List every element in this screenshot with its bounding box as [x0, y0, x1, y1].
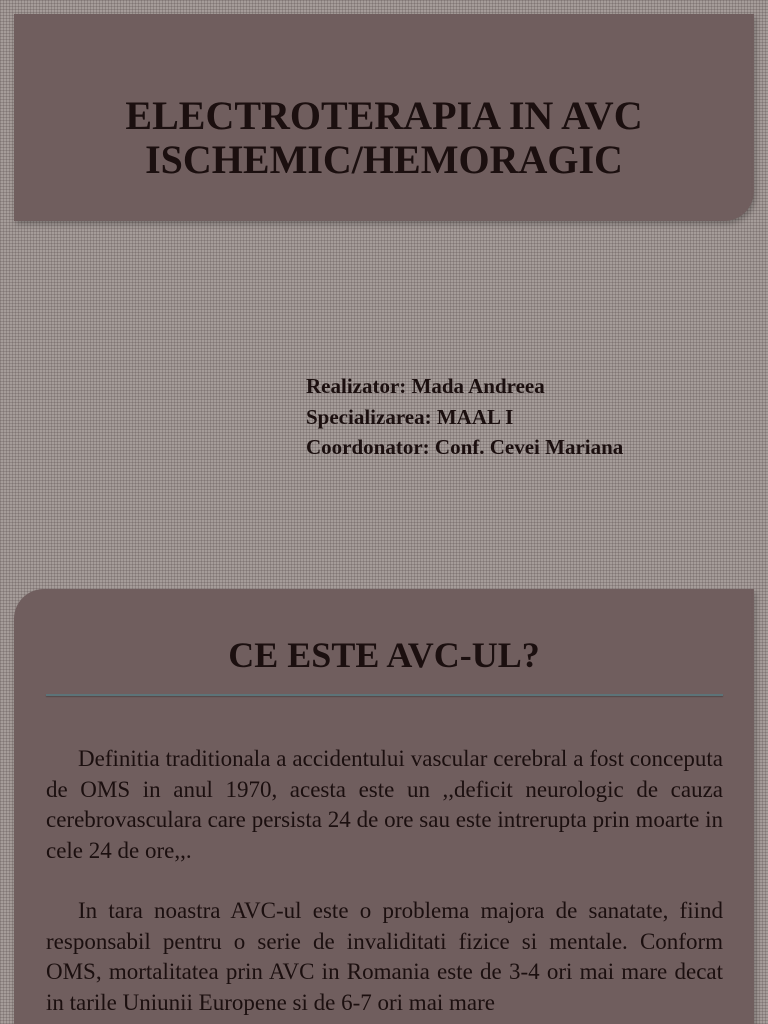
heading-divider [46, 694, 723, 696]
paragraph-definition: Definitia traditionala a accidentului vascular cerebral a fost conceputa de OMS in anul 1970, acesta este un ,,deficit neurologic de cauza cerebrovasculara care persista 24 de ore sau este intrerupta prin moarte in cele 24 de ore,,. [46, 746, 723, 863]
section-heading: CE ESTE AVC-UL? [228, 635, 540, 675]
slide-title-line-2: ISCHEMIC/HEMORAGIC [145, 137, 623, 182]
body-text [46, 744, 723, 1024]
paragraph-romania: In tara noastra AVC-ul este o problema majora de sanatate, fiind responsabil pentru o serie de invaliditati fizice si mentale. Conform OMS, mortalitatea prin AVC in Romania este de 3-4 ori mai mare decat in tarile Uniunii Europene si de 6-7 ori mai mare [46, 898, 723, 1015]
credit-author: Realizator: Mada Andreea [306, 374, 545, 398]
content-panel [14, 589, 754, 1024]
credit-specialization: Specializarea: MAAL I [306, 404, 514, 429]
credit-coordinator: Coordonator: Conf. Cevei Mariana [306, 435, 624, 459]
content-slide [0, 589, 768, 1024]
credits-block [306, 371, 623, 463]
slide-title [14, 94, 754, 182]
slide-title-line-1: ELECTROTERAPIA IN AVC [125, 93, 643, 138]
title-panel [14, 14, 754, 221]
